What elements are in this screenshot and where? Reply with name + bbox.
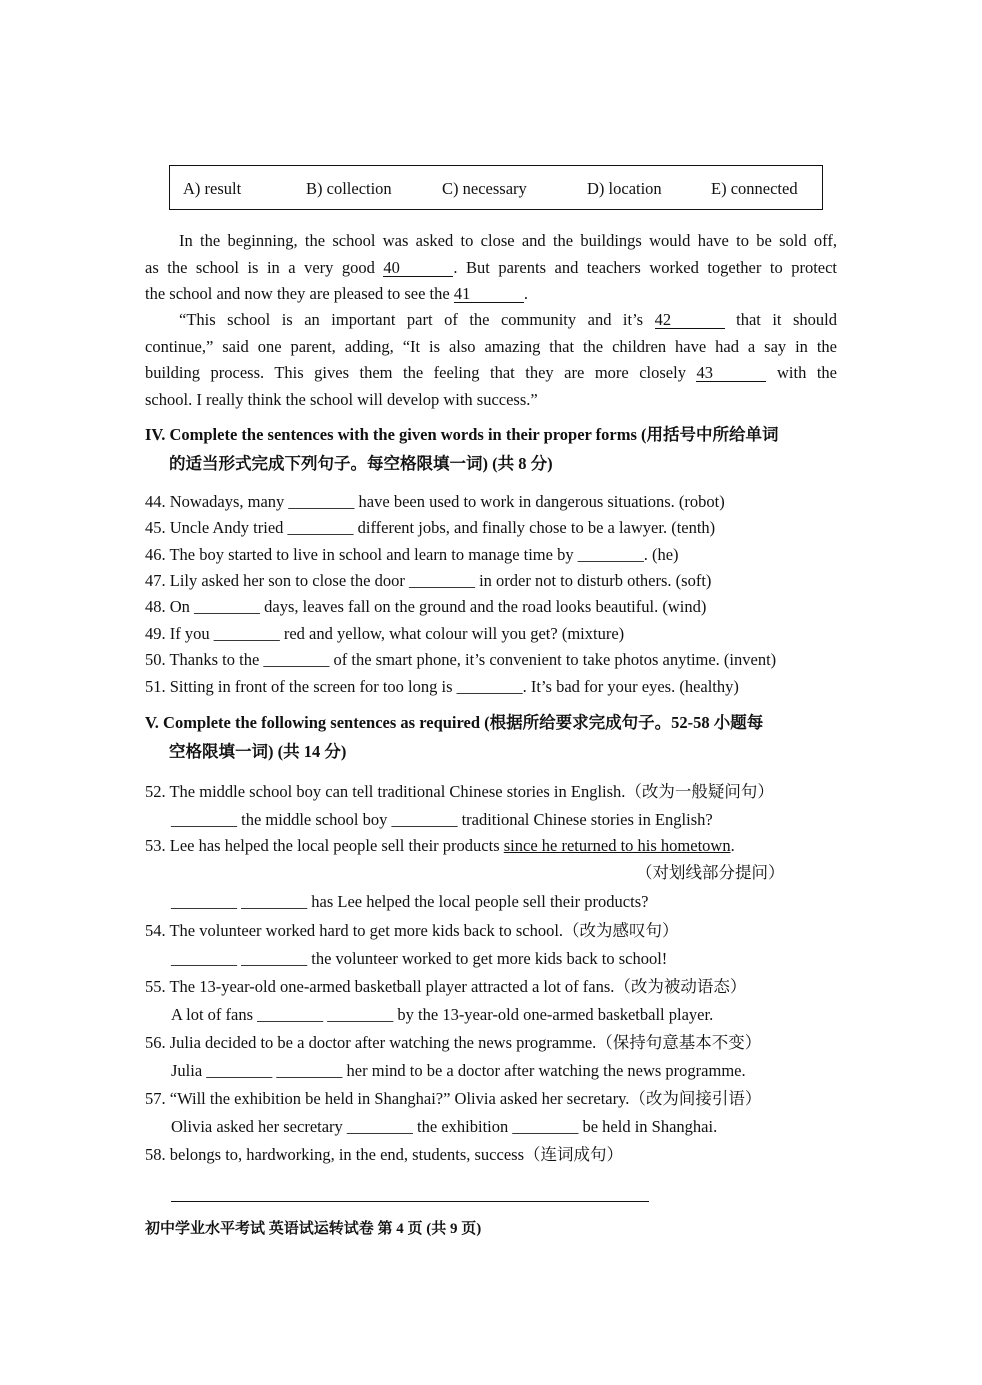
answer-57: Olivia asked her secretary ________ the exhibition ________ be held in Shanghai. [171, 1117, 718, 1136]
passage-line: building process. This gives them the feeling that they are more closely 43 with the [145, 363, 838, 382]
question-52: 52. The middle school boy can tell traditional Chinese stories in English.（改为一般疑问句） [145, 782, 774, 801]
question-47: 47. Lily asked her son to close the door ________ in order not to disturb others. (soft) [145, 571, 712, 590]
answer-54: ________ ________ the volunteer worked to get more kids back to school! [171, 949, 668, 968]
word-choice-box [169, 165, 823, 210]
option-b: B) collection [306, 179, 392, 198]
passage-paragraph-2 [145, 307, 837, 413]
passage-line: the school and now they are pleased to see the 41 . [145, 284, 528, 303]
section-5-heading: V. Complete the following sentences as required (根据所给要求完成句子。52-58 小题每 空格限填一词) (共 14 分) [145, 713, 764, 761]
option-a: A) result [183, 179, 242, 198]
question-48: 48. On ________ days, leaves fall on the ground and the road looks beautiful. (wind) [145, 597, 707, 616]
question-57: 57. “Will the exhibition be held in Shanghai?” Olivia asked her secretary.（改为间接引语） [145, 1089, 762, 1108]
option-c: C) necessary [442, 179, 527, 198]
question-58: 58. belongs to, hardworking, in the end, students, success（连词成句） [145, 1145, 623, 1164]
question-49: 49. If you ________ red and yellow, what colour will you get? (mixture) [145, 624, 625, 643]
question-54: 54. The volunteer worked hard to get more kids back to school.（改为感叹句） [145, 921, 679, 940]
blank-42: 42 [655, 312, 725, 329]
question-56: 56. Julia decided to be a doctor after watching the news programme.（保持句意基本不变） [145, 1033, 762, 1052]
section-4-heading: IV. Complete the sentences with the given words in their proper forms (用括号中所给单词 的适当形式完成下列句子。每空格限填一词) (共 8 分) [145, 425, 779, 473]
answer-58-line [171, 1201, 649, 1202]
passage-line: as the school is in a very good 40 . But parents and teachers worked together to protect [145, 257, 838, 277]
passage-line: “This school is an important part of the community and it’s 42 that it should [179, 310, 838, 329]
answer-55: A lot of fans ________ ________ by the 13-year-old one-armed basketball player. [171, 1005, 714, 1024]
question-55: 55. The 13-year-old one-armed basketball player attracted a lot of fans.（改为被动语态） [145, 977, 747, 996]
option-e: E) connected [711, 179, 798, 198]
question-45: 45. Uncle Andy tried ________ different jobs, and finally chose to be a lawyer. (tenth) [145, 518, 716, 537]
question-46: 46. The boy started to live in school and learn to manage time by ________. (he) [145, 545, 679, 564]
passage-line: continue,” said one parent, adding, “It is also amazing that the children have had a say in the [145, 336, 837, 356]
passage-line: school. I really think the school will develop with success.” [145, 389, 538, 409]
underlined-part: since he returned to his hometown [503, 836, 731, 855]
blank-40: 40 [383, 260, 453, 277]
question-50: 50. Thanks to the ________ of the smart phone, it’s convenient to take photos anytime. (invent) [145, 650, 777, 669]
passage-line: In the beginning, the school was asked to close and the buildings would have to be sold off, [179, 231, 837, 250]
page-footer: 初中学业水平考试 英语试运转试卷 第 4 页 (共 9 页) [145, 1221, 482, 1237]
question-53: 53. Lee has helped the local people sell their products since he returned to his hometown. [145, 836, 735, 855]
question-51: 51. Sitting in front of the screen for too long is ________. It’s bad for your eyes. (healthy) [145, 677, 739, 696]
answer-52: ________ the middle school boy ________ traditional Chinese stories in English? [171, 810, 713, 829]
question-44: 44. Nowadays, many ________ have been used to work in dangerous situations. (robot) [145, 492, 725, 511]
question-53-instruction: （对划线部分提问） [636, 863, 785, 882]
passage-paragraph-1 [145, 228, 837, 308]
answer-56: Julia ________ ________ her mind to be a doctor after watching the news programme. [171, 1061, 746, 1080]
answer-53: ________ ________ has Lee helped the local people sell their products? [171, 892, 649, 911]
blank-41: 41 [454, 286, 524, 303]
blank-43: 43 [696, 365, 766, 382]
option-d: D) location [587, 179, 662, 198]
